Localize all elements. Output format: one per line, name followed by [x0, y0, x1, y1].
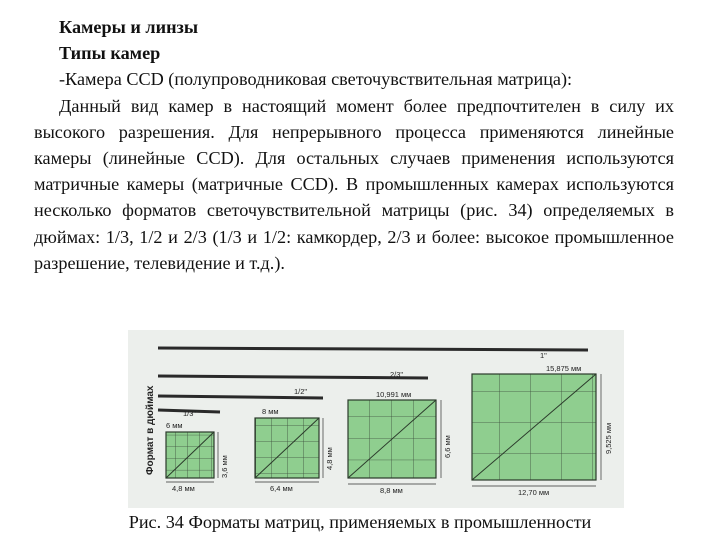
diag-2-3inch: 10,991 мм — [376, 390, 412, 399]
width-2-3inch: 8,8 мм — [380, 486, 403, 495]
label-2-3inch: 2/3" — [390, 370, 404, 379]
paragraph-ccd-description: Данный вид камер в настоящий момент более предпочтителен в силу их высокого разрешения. Для непрерывного процесса применяются линейные камеры (линейные CCD). Для остальных случаев применения используются матричные камеры (матричные CCD). В промышленных камерах используются несколько форматов светочувствительной матрицы (рис. 34) определяемых в дюймах: 1/3, 1/2 и 2/3 (1/3 и 1/2: камкордер, 2/3 и более: высокое промышленное разрешение, телевидение и т.д.). — [34, 95, 674, 273]
label-1-3inch: 1/3" — [183, 409, 197, 418]
sensor-1-3inch — [166, 421, 229, 493]
diag-1-2inch: 8 мм — [262, 407, 279, 416]
line-2-3inch — [158, 376, 428, 378]
sensor-2-3inch — [348, 390, 452, 495]
width-1inch: 12,70 мм — [518, 488, 550, 497]
line-1inch — [158, 348, 588, 350]
diag-1inch: 15,875 мм — [546, 364, 582, 373]
width-1-2inch: 6,4 мм — [270, 484, 293, 493]
sensor-1-2inch — [255, 407, 334, 493]
width-1-3inch: 4,8 мм — [172, 484, 195, 493]
height-1-2inch: 4,8 мм — [325, 447, 334, 470]
line-1-2inch — [158, 396, 323, 398]
text-block — [34, 14, 674, 276]
label-1inch: 1" — [540, 351, 547, 360]
height-2-3inch: 6,6 мм — [443, 435, 452, 458]
height-1-3inch: 3,6 мм — [220, 455, 229, 478]
heading-cameras-lenses: Камеры и линзы — [59, 17, 199, 37]
figure-caption: Рис. 34 Форматы матриц, применяемых в промышленности — [128, 512, 592, 532]
label-1-2inch: 1/2" — [294, 387, 308, 396]
heading-camera-types: Типы камер — [59, 43, 161, 64]
sensor-1inch — [472, 364, 613, 497]
diag-1-3inch: 6 мм — [166, 421, 183, 430]
axis-label-format-inches: Формат в дюймах — [145, 385, 156, 475]
sensor-formats-figure — [128, 330, 624, 508]
height-1inch: 9,525 мм — [604, 422, 613, 454]
sensor-formats-diagram — [128, 330, 624, 508]
paragraph-ccd-intro: -Камера CCD (полупроводниковая светочувствительная матрица): — [59, 69, 573, 90]
